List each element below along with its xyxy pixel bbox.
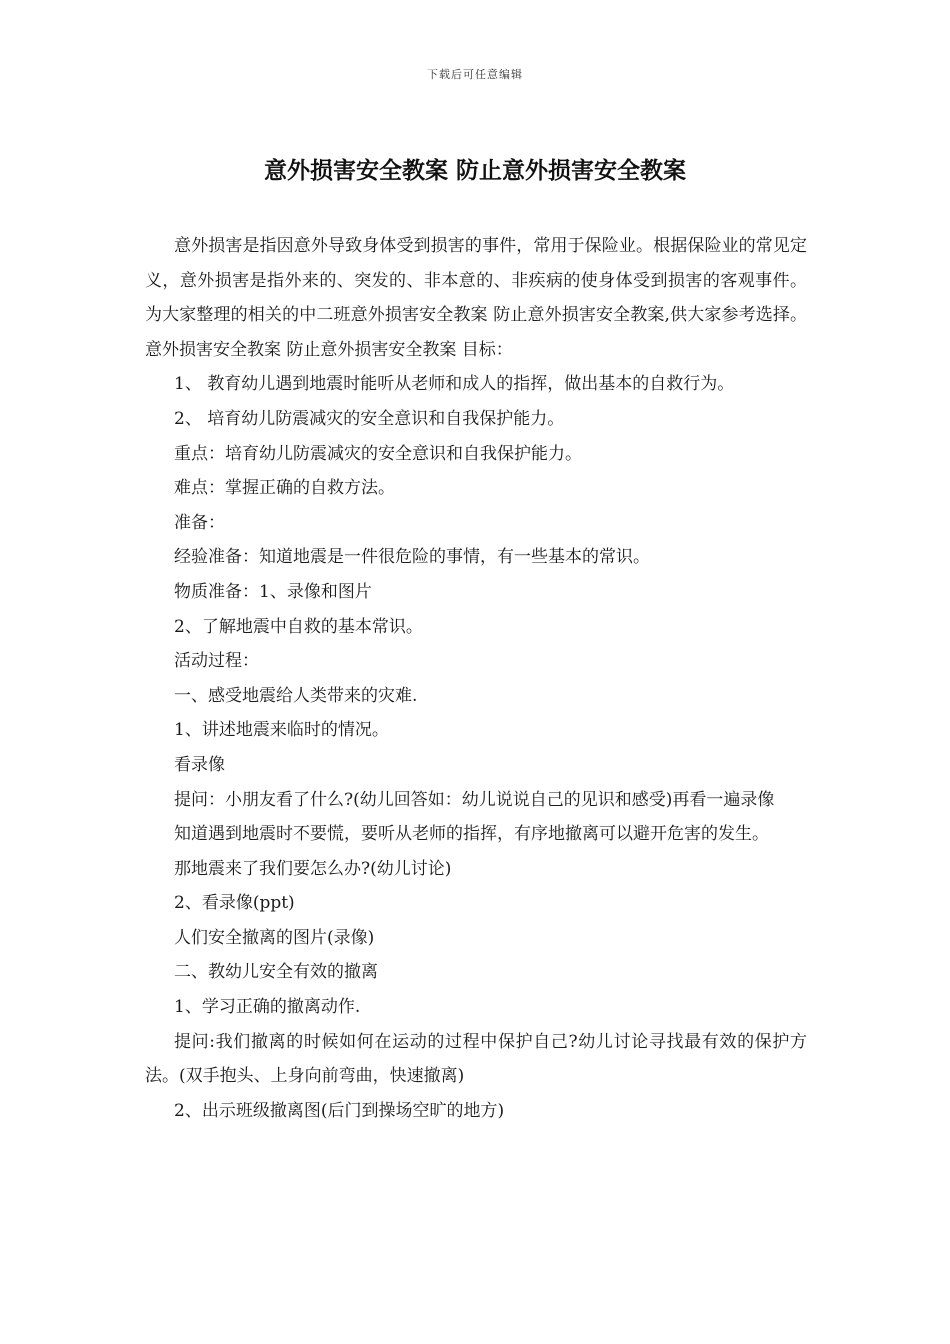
paragraph: 提问:我们撤离的时候如何在运动的过程中保护自己?幼儿讨论寻找最有效的保护方法。(双手抱头、上身向前弯曲，快速撤离) xyxy=(145,1031,807,1087)
paragraph: 看录像 xyxy=(174,754,225,775)
paragraph: 活动过程： xyxy=(174,651,259,672)
document-body xyxy=(145,229,807,1128)
paragraph: 1、 教育幼儿遇到地震时能听从老师和成人的指挥，做出基本的自救行为。 xyxy=(174,374,735,395)
paragraph: 2、看录像(ppt) xyxy=(174,893,295,914)
paragraph: 一、感受地震给人类带来的灾难. xyxy=(174,685,418,706)
paragraph: 1、学习正确的撤离动作. xyxy=(174,997,361,1018)
header-note: 下载后可任意编辑 xyxy=(427,68,523,81)
paragraph: 提问：小朋友看了什么?(幼儿回答如：幼儿说说自己的见识和感受)再看一遍录像 xyxy=(174,789,775,810)
paragraph: 那地震来了我们要怎么办?(幼儿讨论) xyxy=(174,858,452,879)
paragraph: 2、出示班级撤离图(后门到操场空旷的地方) xyxy=(174,1100,505,1121)
paragraph: 物质准备：1、录像和图片 xyxy=(174,581,372,602)
paragraph: 知道遇到地震时不要慌，要听从老师的指挥，有序地撤离可以避开危害的发生。 xyxy=(174,824,769,845)
document-title: 意外损害安全教案 防止意外损害安全教案 xyxy=(263,158,686,184)
paragraph: 二、教幼儿安全有效的撤离 xyxy=(174,962,378,983)
paragraph: 2、了解地震中自救的基本常识。 xyxy=(174,616,423,637)
paragraph: 2、 培育幼儿防震减灾的安全意识和自我保护能力。 xyxy=(174,408,565,429)
paragraph: 准备： xyxy=(174,512,225,533)
paragraph: 1、讲述地震来临时的情况。 xyxy=(174,720,389,741)
paragraph: 经验准备：知道地震是一件很危险的事情，有一些基本的常识。 xyxy=(174,547,650,568)
paragraph: 人们安全撤离的图片(录像) xyxy=(174,927,375,948)
paragraph: 重点：培育幼儿防震减灾的安全意识和自我保护能力。 xyxy=(174,443,582,464)
paragraph: 难点：掌握正确的自救方法。 xyxy=(174,478,395,499)
paragraph-intro: 意外损害是指因意外导致身体受到损害的事件，常用于保险业。根据保险业的常见定义，意外损害是指外来的、突发的、非本意的、非疾病的使身体受到损害的客观事件。为大家整理的相关的中二班意外损害安全教案 防止意外损害安全教案,供大家参考选择。 意外损害安全教案 防止意外损害安全教案 目标： xyxy=(145,236,807,360)
